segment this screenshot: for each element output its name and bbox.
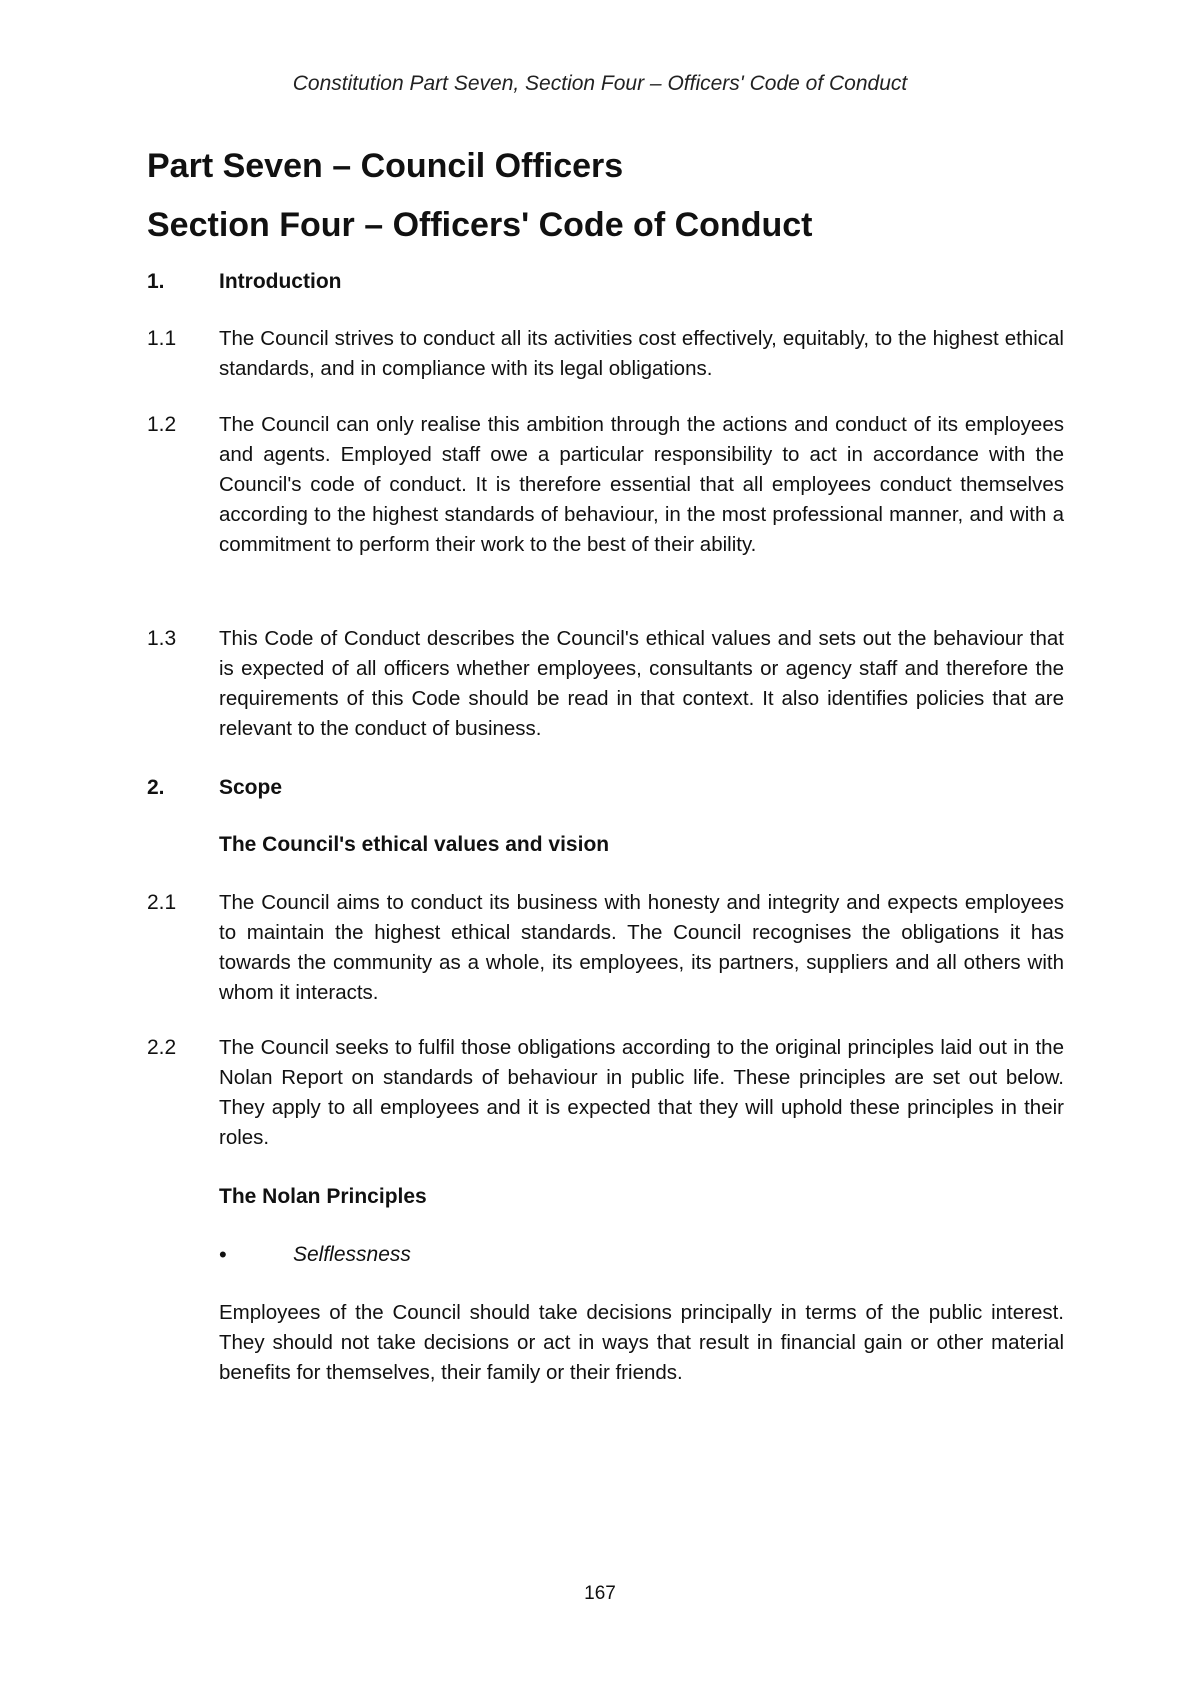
section-2-number: 2. bbox=[147, 776, 165, 799]
para-1-3: This Code of Conduct describes the Council's ethical values and sets out the behaviour that is expected of all officers whether employees, consultants or agency staff and therefore the requirements of this Code should be read in that context. It also identifies policies that are relevant to the conduct of business. bbox=[219, 627, 1064, 740]
para-2-1: The Council aims to conduct its business with honesty and integrity and expects employees to maintain the highest ethical standards. The Council recognises the obligations it has towards the community as a whole, its employees, its partners, suppliers and all others with whom it interacts. bbox=[219, 891, 1064, 1004]
ethical-values-subheading: The Council's ethical values and vision bbox=[219, 833, 610, 856]
para-1-1-number: 1.1 bbox=[147, 327, 177, 350]
selflessness-paragraph: Employees of the Council should take decisions principally in terms of the public interest. They should not take decisions or act in ways that result in financial gain or other material benefits for themselves, their family or their friends. bbox=[219, 1301, 1064, 1384]
para-1-2-number: 1.2 bbox=[147, 413, 177, 436]
section-title: Section Four – Officers' Code of Conduct bbox=[147, 206, 813, 244]
running-header: Constitution Part Seven, Section Four – Officers' Code of Conduct bbox=[292, 72, 908, 95]
para-1-2: The Council can only realise this ambition through the actions and conduct of its employees and agents. Employed staff owe a particular responsibility to act in accordance with the Council's code of conduct. It is therefore essential that all employees conduct themselves according to the highest standards of behaviour, in the most professional manner, and with a commitment to perform their work to the best of their ability. bbox=[219, 413, 1064, 556]
part-title: Part Seven – Council Officers bbox=[147, 147, 624, 185]
nolan-principles-heading: The Nolan Principles bbox=[219, 1185, 427, 1208]
para-2-1-number: 2.1 bbox=[147, 891, 177, 914]
selflessness-label: Selflessness bbox=[293, 1243, 411, 1266]
section-2-heading: Scope bbox=[219, 776, 283, 799]
bullet-icon: • bbox=[219, 1242, 227, 1267]
para-2-2: The Council seeks to fulfil those obligations according to the original principles laid out in the Nolan Report on standards of behaviour in public life. These principles are set out below. They apply to all employees and it is expected that they will uphold these principles in their roles. bbox=[219, 1036, 1064, 1149]
section-1-number: 1. bbox=[147, 270, 165, 293]
section-1-heading: Introduction bbox=[219, 270, 342, 293]
para-1-1: The Council strives to conduct all its activities cost effectively, equitably, to the highest ethical standards, and in compliance with its legal obligations. bbox=[219, 327, 1064, 380]
para-2-2-number: 2.2 bbox=[147, 1036, 177, 1059]
para-1-3-number: 1.3 bbox=[147, 627, 177, 650]
page-number: 167 bbox=[584, 1583, 616, 1604]
